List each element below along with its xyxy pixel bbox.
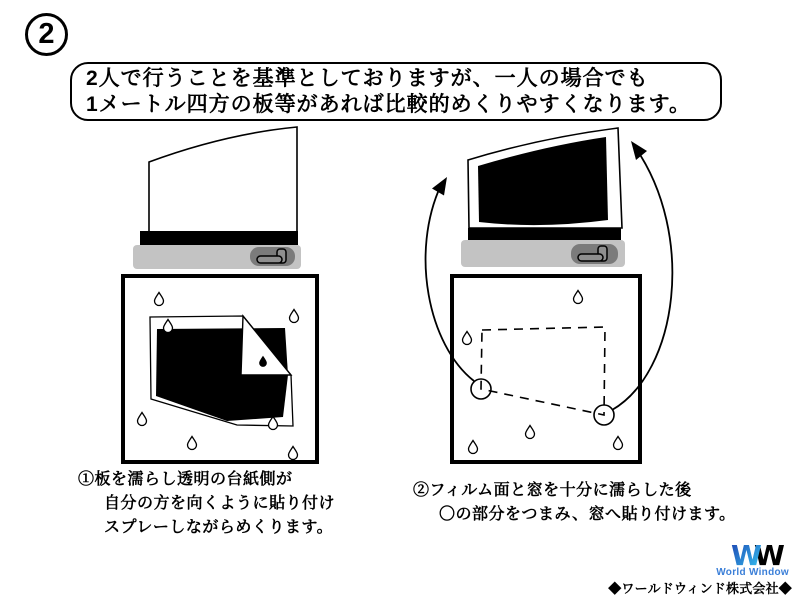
step-number: 2 <box>38 18 55 50</box>
arrowhead <box>432 177 447 196</box>
note-line-1: 2人で行うことを基準としておりますが、一人の場合でも <box>86 66 649 90</box>
wet-board <box>452 276 640 462</box>
left-window-diagram <box>133 127 301 269</box>
caption-step2-line1: ②フィルム面と窓を十分に濡らした後 <box>413 482 692 499</box>
caption-step1-line2: 自分の方を向くように貼り付け <box>104 495 336 512</box>
door-trim-strip <box>468 228 621 240</box>
logo-w-front: W <box>731 539 762 572</box>
right-window-diagram <box>461 128 625 267</box>
right-board-diagram <box>452 276 640 462</box>
left-board-diagram <box>123 276 317 462</box>
window-film <box>478 137 608 225</box>
caption-step2-line2: 〇の部分をつまみ、窓へ貼り付けます。 <box>439 506 736 523</box>
caption-step2 <box>413 479 736 527</box>
caption-step1-line1: ①板を濡らし透明の台紙側が <box>78 471 293 488</box>
door-handle-icon <box>250 247 295 266</box>
door-handle-icon <box>571 244 618 264</box>
logo-w-back: W <box>754 539 785 572</box>
door-trim-strip <box>140 231 298 245</box>
note-line-2: 1メートル四方の板等があれば比較的めくりやすくなります。 <box>86 92 691 116</box>
company-name: ◆ワールドウィンド株式会社◆ <box>608 581 792 596</box>
caption-step1 <box>78 468 335 540</box>
arrowhead <box>631 141 647 160</box>
logo-subtitle: World Window <box>716 567 789 578</box>
caption-step1-line3: スプレーしながらめくります。 <box>104 519 334 536</box>
window-glass <box>149 127 297 232</box>
